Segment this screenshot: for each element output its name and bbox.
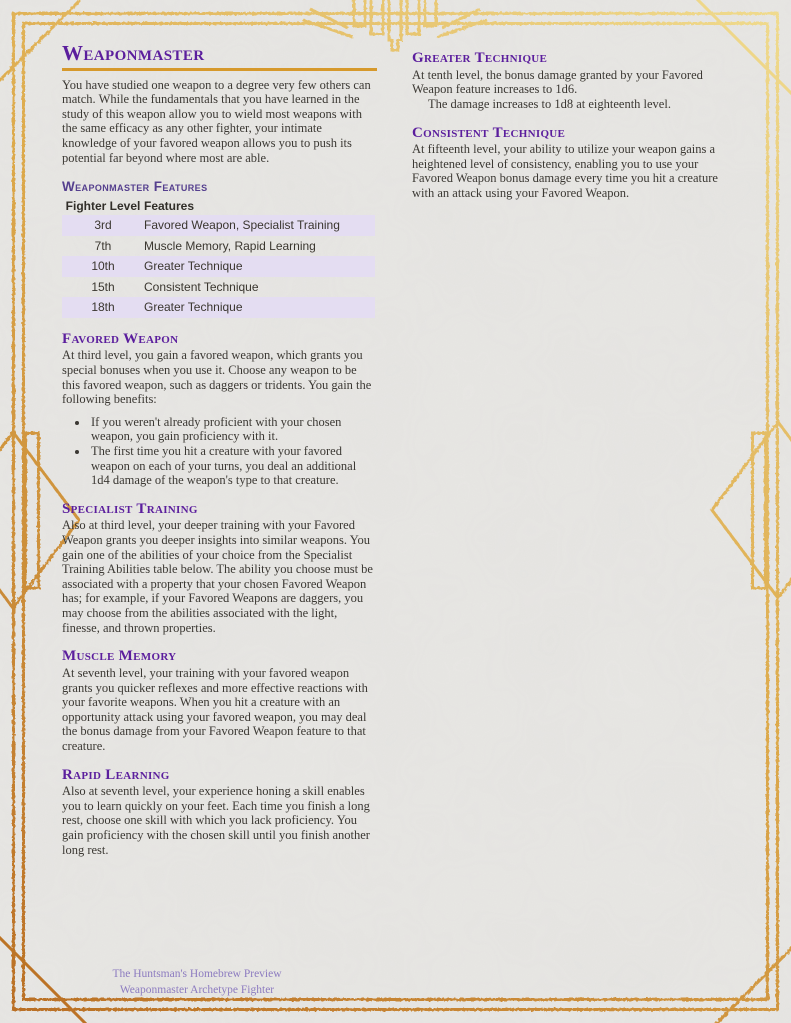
table-row — [62, 256, 375, 277]
title-underline — [62, 68, 377, 71]
intro-paragraph: You have studied one weapon to a degree very few others can match. While the fundamentals that you have learned in the study of this weapon allow you to wield most weapons with the same efficacy as any other fighter, your intimate knowledge of your favored weapon allows you to push its potential far beyond where most are able. — [62, 77, 371, 165]
section-paragraph: Also at third level, your deeper training with your Favored Weapon grants you deeper insights into similar weapons. You gain one of the abilities of your choice from the Specialist Training Abilities table below. The ability you choose must be associated with a property that your chosen Favored Weapon has; for example, if your Favored Weapons are daggers, you may choose from the abilities associated with the light, finesse, and thrown properties. — [62, 518, 373, 635]
cell-features: Favored Weapon, Specialist Training — [144, 218, 340, 233]
section-favored-weapon — [62, 332, 377, 488]
cell-level: 18th — [91, 300, 115, 315]
cell-features: Greater Technique — [144, 259, 243, 274]
section-paragraph: At fifteenth level, your ability to utilize your weapon gains a heightened level of consistency, enabling you to use your Favored Weapon bonus damage every time you hit a creature with an attack using your Favored Weapon. — [412, 142, 718, 201]
cell-features: Muscle Memory, Rapid Learning — [144, 238, 316, 253]
cell-level: 15th — [91, 279, 115, 294]
section-heading: Specialist Training — [62, 500, 198, 517]
cell-features: Greater Technique — [144, 300, 243, 315]
list-item: • If you weren't already proficient with your chosen weapon, you gain proficiency with it. — [89, 415, 377, 444]
column-header-fighter-level: Fighter Level — [65, 198, 141, 213]
page-footer — [62, 966, 332, 998]
features-table — [62, 196, 375, 318]
cell-level: 3rd — [94, 218, 112, 233]
section-paragraph: The damage increases to 1d8 at eighteenth level. — [428, 96, 671, 111]
section-paragraph: At tenth level, the bonus damage granted by your Favored Weapon feature increases to 1d6. — [412, 67, 703, 97]
section-specialist-training — [62, 502, 377, 636]
section-paragraph: At seventh level, your training with your favored weapon grants you quicker reflexes and more effective reactions with your favorite weapons. When you hit a creature with an opportunity attack using your favored weapon, you may deal the bonus damage from your Favored Weapon feature to that creature. — [62, 665, 368, 753]
section-greater-technique — [412, 51, 730, 112]
section-heading: Consistent Technique — [412, 124, 566, 141]
footer-line-1: The Huntsman's Homebrew Preview — [112, 968, 282, 980]
section-heading: Muscle Memory — [62, 648, 177, 665]
features-table-heading: Weaponmaster Features — [62, 179, 208, 195]
section-paragraph: Also at seventh level, your experience honing a skill enables you to learn quickly on your feet. Each time you finish a long rest, choose one skill with which you lack proficiency. You gain proficiency with the chosen skill until you finish another long rest. — [62, 784, 370, 857]
cell-level: 10th — [91, 259, 115, 274]
cell-features: Consistent Technique — [144, 279, 259, 294]
list-item: • The first time you hit a creature with your favored weapon on each of your turns, you deal an additional 1d4 damage of the weapon's type to that creature. — [89, 444, 377, 488]
table-row — [62, 215, 375, 236]
cell-level: 7th — [94, 238, 112, 253]
benefits-list — [62, 415, 377, 488]
section-heading: Greater Technique — [412, 50, 548, 66]
section-heading: Favored Weapon — [62, 330, 179, 347]
table-row — [62, 277, 375, 298]
right-column — [412, 51, 730, 201]
section-heading: Rapid Learning — [62, 766, 170, 783]
left-column — [62, 42, 377, 857]
table-header-row — [62, 196, 375, 215]
section-paragraph: At third level, you gain a favored weapon, which grants you special bonuses when you use it. Choose any weapon to be this favored weapon, such as daggers or tridents. You gain the following benefits: — [62, 348, 372, 407]
column-header-features: Features — [144, 198, 195, 213]
page-title: Weaponmaster — [62, 41, 205, 65]
section-consistent-technique — [412, 126, 730, 201]
table-row — [62, 236, 375, 257]
footer-line-2: Weaponmaster Archetype Fighter — [119, 984, 275, 996]
table-row — [62, 297, 375, 318]
section-rapid-learning — [62, 768, 377, 858]
section-muscle-memory — [62, 649, 377, 753]
